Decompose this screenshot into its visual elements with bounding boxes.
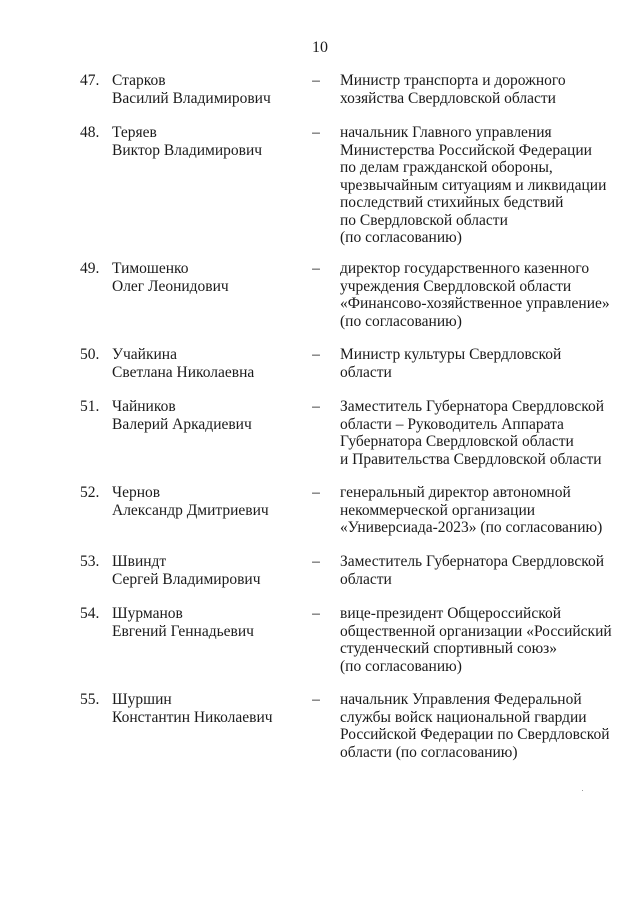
position-line: Губернатора Свердловской области <box>340 433 574 450</box>
position-line: Заместитель Губернатора Свердловской <box>340 398 605 415</box>
person-name-line: Олег Леонидович <box>112 277 229 295</box>
position-line: общественной организации «Российский <box>340 622 612 640</box>
person-name <box>112 346 302 381</box>
separator-dash: – <box>312 346 320 363</box>
separator-dash: – <box>312 605 320 622</box>
person-name <box>112 691 302 726</box>
person-name-line: Чернов <box>112 484 161 501</box>
position-title <box>340 605 615 675</box>
person-name-line: Швиндт <box>112 553 167 570</box>
position-title <box>340 691 615 761</box>
person-name-line: Чайников <box>112 398 176 415</box>
item-number: 52. <box>80 484 100 501</box>
position-line: области (по согласованию) <box>340 743 518 761</box>
position-line: Российской Федерации по Свердловской <box>340 726 610 743</box>
position-line: Министерства Российской Федерации <box>340 141 592 159</box>
person-name <box>112 484 302 519</box>
position-line: и Правительства Свердловской области <box>340 450 602 468</box>
person-name-line: Шуршин <box>112 691 172 708</box>
separator-dash: – <box>312 553 320 570</box>
person-name <box>112 124 302 159</box>
position-title <box>340 124 615 247</box>
position-line: некоммерческой организации <box>340 501 536 519</box>
separator-dash: – <box>312 398 320 415</box>
scan-speck <box>582 790 583 791</box>
person-name <box>112 553 302 588</box>
position-line: по Свердловской области <box>340 211 508 229</box>
person-name-line: Теряев <box>112 124 157 141</box>
person-name <box>112 260 302 295</box>
item-number: 54. <box>80 605 100 622</box>
person-name-line: Василий Владимирович <box>112 89 271 107</box>
person-name <box>112 605 302 640</box>
item-number: 47. <box>80 72 100 89</box>
separator-dash: – <box>312 691 320 708</box>
position-line: службы войск национальной гвардии <box>340 708 587 726</box>
position-title <box>340 553 615 588</box>
position-line: (по согласованию) <box>340 229 462 246</box>
position-line: «Финансово-хозяйственное управление» <box>340 295 610 312</box>
person-name-line: Учайкина <box>112 346 177 363</box>
separator-dash: – <box>312 484 320 501</box>
position-title <box>340 484 615 537</box>
separator-dash: – <box>312 124 320 141</box>
position-line: генеральный директор автономной <box>340 484 571 501</box>
person-name <box>112 398 302 433</box>
person-name-line: Светлана Николаевна <box>112 363 255 381</box>
position-line: по делам гражданской обороны, <box>340 159 553 176</box>
position-line: начальник Главного управления <box>340 124 552 141</box>
position-line: Заместитель Губернатора Свердловской <box>340 553 605 570</box>
item-number: 48. <box>80 124 100 141</box>
item-number: 55. <box>80 691 100 708</box>
person-name-line: Старков <box>112 72 166 89</box>
item-number: 51. <box>80 398 100 415</box>
position-line: хозяйства Свердловской области <box>340 89 556 107</box>
item-number: 50. <box>80 346 100 363</box>
person-name-line: Шурманов <box>112 605 183 622</box>
separator-dash: – <box>312 260 320 277</box>
position-line: вице-президент Общероссийской <box>340 605 561 622</box>
position-line: директор государственного казенного <box>340 260 590 277</box>
person-name-line: Валерий Аркадиевич <box>112 415 252 433</box>
person-name-line: Евгений Геннадьевич <box>112 622 254 640</box>
position-line: (по согласованию) <box>340 657 462 675</box>
position-line: Министр транспорта и дорожного <box>340 72 566 89</box>
position-line: области <box>340 570 392 588</box>
person-name <box>112 72 302 107</box>
person-name-line: Александр Дмитриевич <box>112 501 269 519</box>
position-line: (по согласованию) <box>340 312 462 330</box>
position-line: последствий стихийных бедствий <box>340 194 564 211</box>
person-name-line: Сергей Владимирович <box>112 570 261 588</box>
page-number: 10 <box>312 39 328 56</box>
position-line: чрезвычайным ситуациям и ликвидации <box>340 176 607 194</box>
position-title <box>340 72 615 107</box>
position-line: «Универсиада-2023» (по согласованию) <box>340 519 603 536</box>
person-name-line: Константин Николаевич <box>112 708 273 726</box>
item-number: 53. <box>80 553 100 570</box>
position-line: начальник Управления Федеральной <box>340 691 582 708</box>
person-name-line: Виктор Владимирович <box>112 141 263 159</box>
position-line: студенческий спортивный союз» <box>340 640 558 657</box>
person-name-line: Тимошенко <box>112 260 189 277</box>
position-title <box>340 346 615 381</box>
item-number: 49. <box>80 260 100 277</box>
position-line: области – Руководитель Аппарата <box>340 415 564 433</box>
position-line: области <box>340 363 392 381</box>
position-title <box>340 398 615 468</box>
position-line: учреждения Свердловской области <box>340 277 572 295</box>
position-title <box>340 260 615 330</box>
position-line: Министр культуры Свердловской <box>340 346 562 363</box>
separator-dash: – <box>312 72 320 89</box>
